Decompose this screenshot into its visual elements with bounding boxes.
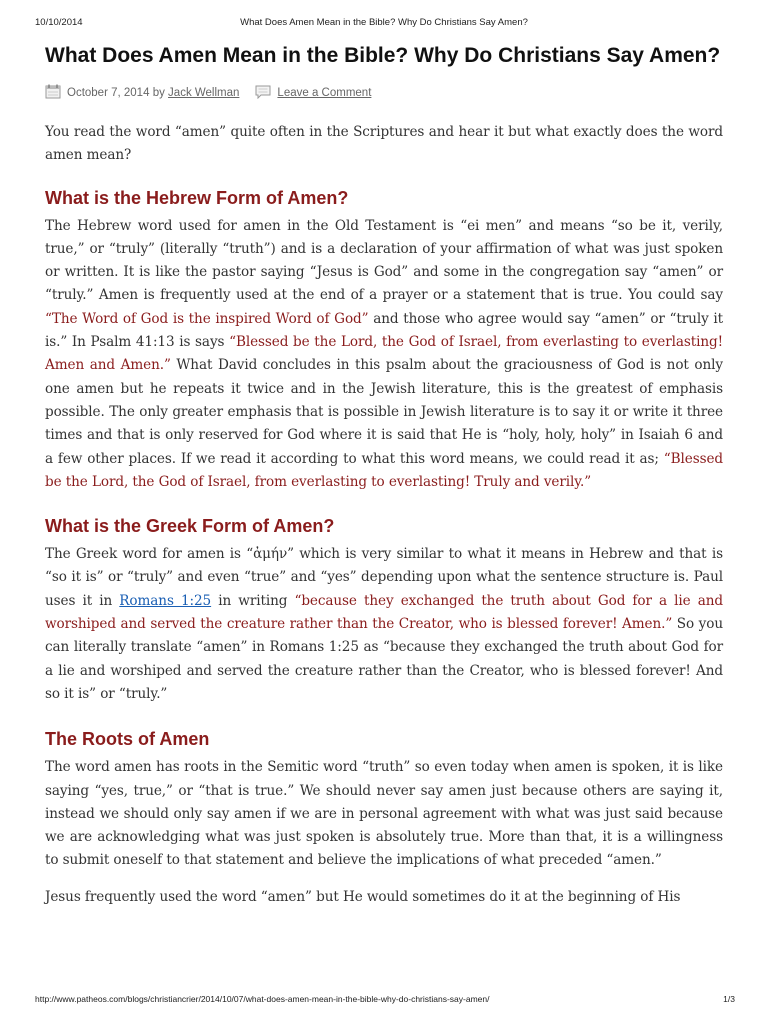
romans-link[interactable]: Romans 1:25 [119,592,212,609]
hebrew-paragraph: The Hebrew word used for amen in the Old Testament is “ei men” and means “so be it, verily, true,” or “truly” (literally “truth”) and is a declaration of your affirmation of what was just spoken or written. It is like the pastor saying “Jesus is God” and some in the congregation say “amen” or “truly.” Amen is frequently used at the end of a prayer or a statement that is true. You could say “The Word of God is the inspired Word of God” and those who agree would say “amen” or “truly it is.” In Psalm 41:13 is says “Blessed be the Lord, the God of Israel, from everlasting to everlasting! Amen and Amen.” What David concludes in this psalm about the graciousness of God is not only one amen but he repeats it twice and in the Jewish literature, this is the greatest of emphasis possible. The only greater emphasis that is possible in Jewish literature is to say it or write it three times and that is only reserved for God where it is said that He is “holy, holy, holy” in Isaiah 6 and a few other places. If we read it according to what this word means, we could read it as; “Blessed be the Lord, the God of Israel, from everlasting to everlasting! Truly and verily.” [45,217,723,490]
roots-paragraph: The word amen has roots in the Semitic word “truth” so even today when amen is spoken, it is like saying “yes, true,” or “that is true.” We should never say amen just because others are saying it, instead we should only say amen if we are in personal agreement with what was just said because we are acknowledging what was just spoken is absolutely true. More than that, it is a willingness to submit oneself to that statement and believe the implications of what preceded “amen.” [45,759,723,869]
quote-truly-verily: “Blessed be the Lord, the God of Israel, from everlasting to everlasting! Truly and verily.” [45,450,723,490]
quote-romans-1-25: “because they exchanged the truth about God for a lie and worshiped and served the creature rather than the Creator, who is blessed forever! Amen.” [45,592,723,633]
print-title: What Does Amen Mean in the Bible? Why Do Christians Say Amen? [240,17,528,28]
article-meta [45,84,723,102]
intro-paragraph: You read the word “amen” quite often in the Scriptures and hear it but what exactly does the word amen mean? [45,124,723,164]
calendar-icon [45,84,61,102]
print-header [0,17,768,31]
jesus-paragraph: Jesus frequently used the word “amen” but He would sometimes do it at the beginning of His [45,888,681,905]
print-footer [0,994,768,1008]
heading-hebrew: What is the Hebrew Form of Amen? [45,187,349,208]
heading-roots: The Roots of Amen [45,729,210,750]
article [45,42,723,909]
comment-icon [255,85,271,102]
greek-paragraph: The Greek word for amen is “ἀμήν” which is very similar to what it means in Hebrew and that is “so it is” or “truly” and even “true” and “yes” depending upon what the sentence structure is. Paul uses it in Romans 1:25 in writing “because they exchanged the truth about God for a lie and worshiped and served the creature rather than the Creator, who is blessed forever! Amen.” So you can literally translate “amen” in Romans 1:25 as “because they exchanged the truth about God for a lie and worshiped and served the creature rather than the Creator, who is blessed forever! And so it is” or “truly.” [45,546,723,702]
page-number: 1/3 [723,994,735,1004]
heading-greek: What is the Greek Form of Amen? [45,516,335,537]
post-date: October 7, 2014 [67,87,150,99]
author-link[interactable]: Jack Wellman [168,87,240,99]
print-url: http://www.patheos.com/blogs/christiancrier/2014/10/07/what-does-amen-mean-in-the-bible-why-do-christians-say-amen/ [35,994,490,1004]
article-title: What Does Amen Mean in the Bible? Why Do Christians Say Amen? [45,44,721,67]
print-date: 10/10/2014 [35,17,83,28]
by-label: by [152,87,165,99]
quote-psalm-41-13: “Blessed be the Lord, the God of Israel, from everlasting to everlasting! Amen and Amen.” [45,334,723,374]
leave-comment-link[interactable]: Leave a Comment [277,87,372,99]
quote-word-of-god: “The Word of God is the inspired Word of God” [45,310,369,327]
